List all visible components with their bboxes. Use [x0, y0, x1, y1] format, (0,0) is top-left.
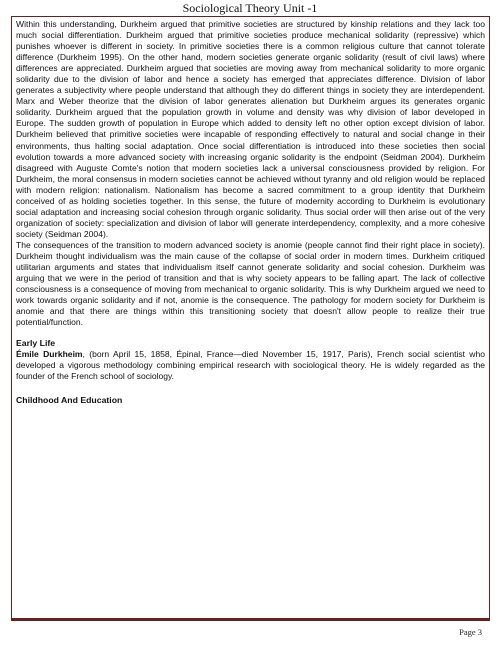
early-life-text: , (born April 15, 1858, Épinal, France—died November 15, 1917, Paris), French social scientist who developed a vigorous methodology combining empirical research with sociological theory. He is widely regarded as the founder of the French school of sociology.: [16, 349, 485, 382]
body-text: [16, 19, 485, 406]
page-content-frame: [11, 16, 490, 621]
paragraph-solidarity: Within this understanding, Durkheim argued that primitive societies are structured by kinship relations and they lack too much social differentiation. Durkheim argued that primitive societies produce mechanical solidarity (repressive) which punishes whoever is different in society. In primitive societies there is a common religious culture that cannot tolerate difference (Durkheim 1995). On the other hand, modern societies generate organic solidarity (result of civil laws) where differences are appreciated. Durkheim argued that societies are moving away from mechanical solidarity to more organic solidarity due to the division of labor and hence a society has emerged that appreciates difference. Division of labor generates a subjectivity where people understand that although they do different things in society they are interdependent. Marx and Weber theorize that the division of labor generates alienation but Durkheim argues its generates organic solidarity. Durkheim argued that the population growth in volume and density was why division of labor developed in Europe. The sudden growth of population in Europe which added to density left no other option except division of labor. Durkheim believed that primitive societies were incapable of responding effectively to natural and social change in their environments, thus halting social adaptation. Once social differentiation is introduced into these societies then social evolution towards a more advanced society with increasing organic solidarity is the endpoint (Seidman 2004). Durkheim disagreed with Auguste Comte's notion that modern societies lack a universal consciousness provided by religion. For Durkheim, the moral consensus in modern societies cannot be achieved without tyranny and old religion would be replaced with modern religion: nationalism. Nationalism has become a sacred commitment to a group identity that Durkheim conceived of as holding societies together. In this sense, the future of modernity according to Durkheim is evolutionary social adaptation and increasing social cohesion through organic solidarity. Thus social order will then arise out of the very organization of society: specialization and division of labor will generate interdependency, complexity, and a more cohesive society (Seidman 2004).: [16, 19, 485, 239]
paragraph-early-life: [16, 349, 485, 382]
paragraph-anomie: The consequences of the transition to modern advanced society is anomie (people cannot find their right place in society). Durkheim thought individualism was the main cause of the collapse of social order in modern times. Durkheim critiqued utilitarian arguments and states that individualism itself cannot generate solidarity and social cohesion. Durkheim was arguing that we were in the period of transition and that is why society appears to be falling apart. The lack of collective consciousness is a consequence of moving from mechanical to organic solidarity. This is why Durkheim argued we need to work towards organic solidarity and if not, anomie is the consequence. The pathology for modern society for Durkheim is anomie and that there are things within this transitioning society that doesn't allow people to realize their true potential/function.: [16, 239, 485, 328]
heading-childhood-education: Childhood And Education: [16, 394, 123, 405]
page-number: Page 3: [459, 627, 482, 637]
durkheim-name: Émile Durkheim: [16, 349, 83, 360]
page-header-title: Sociological Theory Unit -1: [182, 1, 318, 15]
heading-early-life: Early Life: [16, 338, 56, 349]
